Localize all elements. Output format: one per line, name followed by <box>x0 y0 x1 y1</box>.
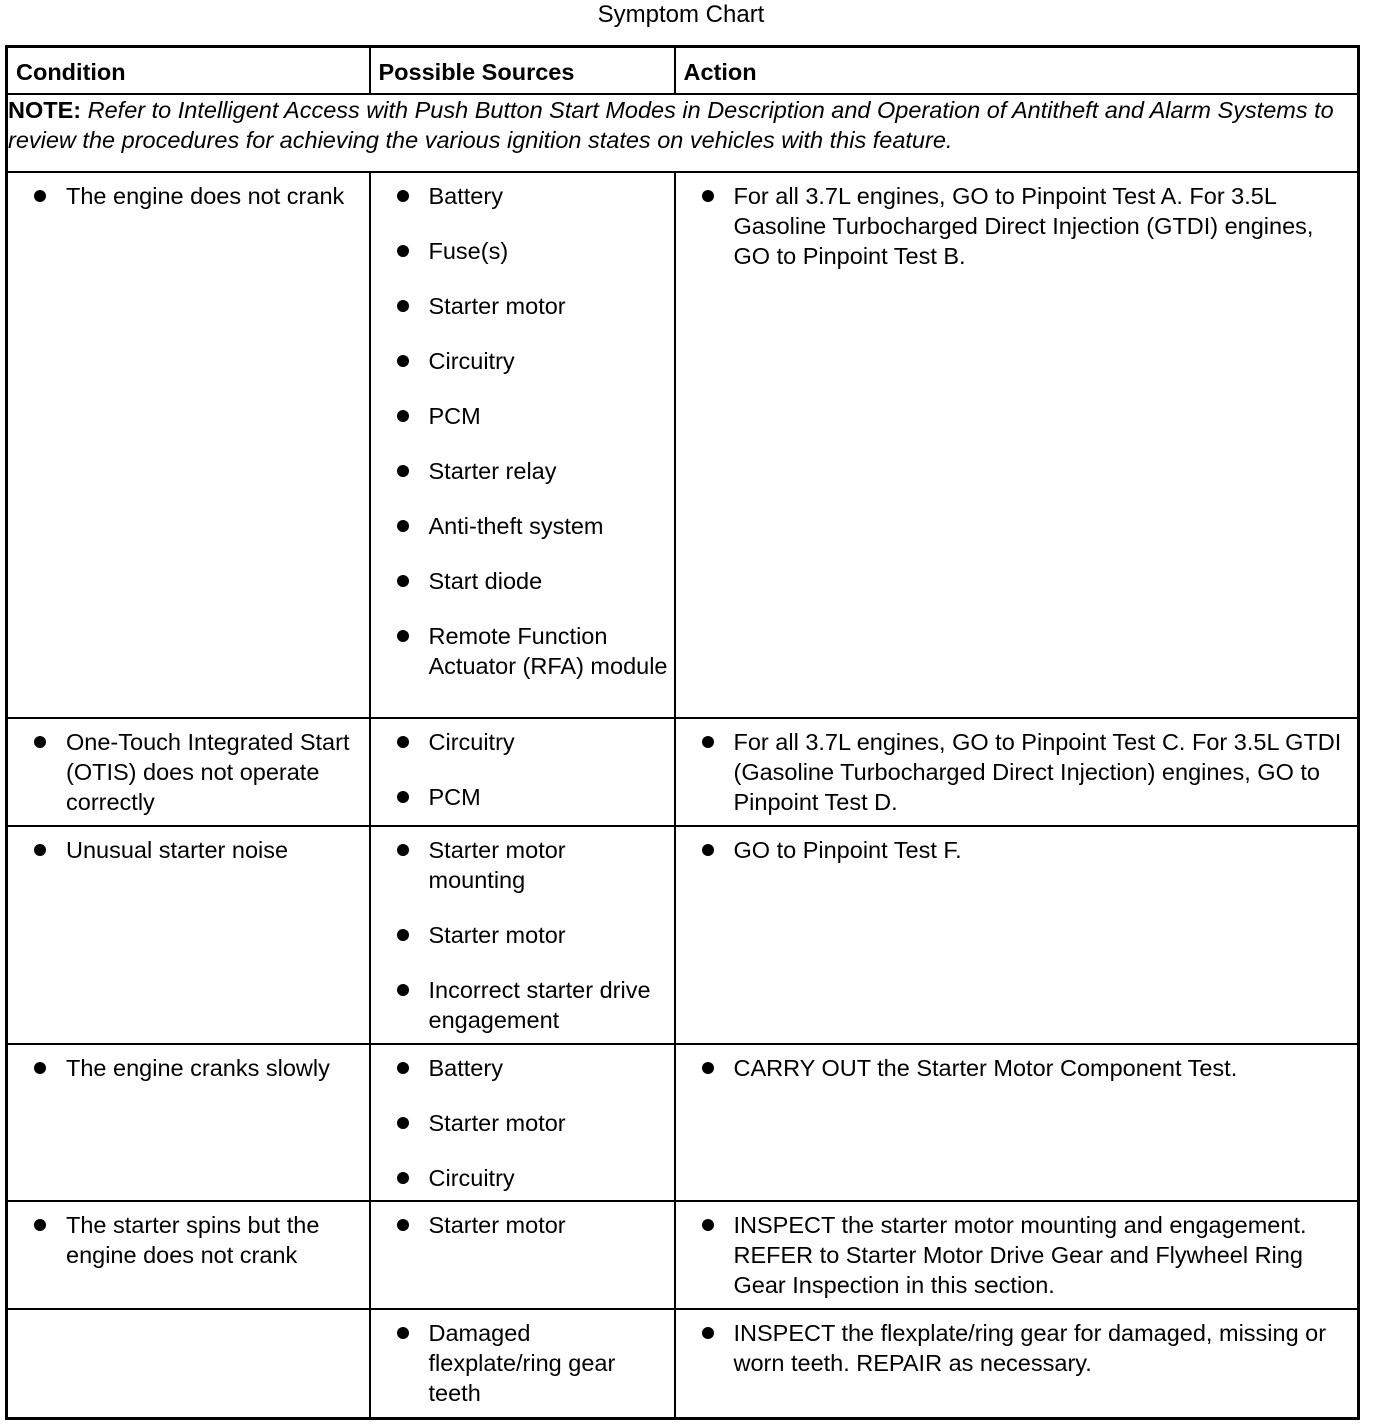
bullet-icon <box>34 844 46 856</box>
source-list <box>371 719 674 818</box>
bullet-icon <box>397 630 409 642</box>
condition-list <box>8 1045 369 1089</box>
source-text: Circuitry <box>428 347 515 374</box>
symptom-row <box>7 1044 1359 1201</box>
source-item <box>371 1108 668 1138</box>
action-item <box>676 835 1352 865</box>
condition-list <box>8 173 369 217</box>
action-text: CARRY OUT the Starter Motor Component Test. <box>733 1054 1238 1081</box>
chart-title: Symptom Chart <box>597 1 765 28</box>
bullet-icon <box>397 791 409 803</box>
note-label: NOTE: <box>8 96 82 123</box>
condition-item <box>8 727 363 817</box>
action-text: GO to Pinpoint Test F. <box>733 836 962 863</box>
source-item <box>371 920 668 950</box>
source-text: Starter motor <box>428 292 566 319</box>
condition-cell <box>7 718 370 826</box>
bullet-icon <box>397 1219 409 1231</box>
action-text: INSPECT the flexplate/ring gear for damaged, missing or worn teeth. REPAIR as necessary. <box>733 1319 1327 1376</box>
source-item <box>371 1163 668 1193</box>
condition-list <box>8 1202 369 1276</box>
condition-cell <box>7 172 370 718</box>
bullet-icon <box>702 1219 714 1231</box>
possible-sources-cell <box>370 1201 675 1309</box>
bullet-icon <box>397 929 409 941</box>
action-text: INSPECT the starter motor mounting and engagement. REFER to Starter Motor Drive Gear and Flywheel Ring Gear Inspection in this section. <box>733 1211 1307 1298</box>
note-text: Refer to Intelligent Access with Push Button Start Modes in Description and Operation of Antitheft and Alarm Systems to review the procedures for achieving the various ignition states on vehicles with this feature. <box>8 96 1334 153</box>
bullet-icon <box>397 1327 409 1339</box>
source-text: Circuitry <box>428 728 515 755</box>
source-item <box>371 782 668 812</box>
action-item <box>676 181 1352 271</box>
source-item <box>371 1318 668 1408</box>
symptom-row <box>7 1201 1359 1309</box>
source-item <box>371 727 668 757</box>
bullet-icon <box>397 736 409 748</box>
possible-sources-cell <box>370 826 675 1044</box>
condition-item <box>8 1053 363 1083</box>
action-cell <box>675 172 1359 718</box>
symptom-table <box>5 45 1360 1420</box>
action-cell <box>675 1044 1359 1201</box>
bullet-icon <box>397 465 409 477</box>
action-cell <box>675 826 1359 1044</box>
bullet-icon <box>702 736 714 748</box>
bullet-icon <box>34 1062 46 1074</box>
source-item <box>371 401 668 431</box>
condition-text: One-Touch Integrated Start (OTIS) does not operate correctly <box>66 728 350 815</box>
source-text: Starter motor <box>428 1109 566 1136</box>
possible-sources-cell <box>370 718 675 826</box>
action-list <box>676 719 1358 823</box>
source-text: Anti-theft system <box>428 512 604 539</box>
source-item <box>371 236 668 266</box>
condition-item <box>8 181 363 211</box>
bullet-icon <box>397 1172 409 1184</box>
symptom-row <box>7 172 1359 718</box>
condition-item <box>8 1210 363 1270</box>
note-cell <box>7 94 1359 172</box>
condition-cell <box>7 1309 370 1419</box>
bullet-icon <box>34 736 46 748</box>
possible-sources-cell <box>370 1044 675 1201</box>
bullet-icon <box>702 844 714 856</box>
condition-text: The engine does not crank <box>66 182 345 209</box>
bullet-icon <box>34 190 46 202</box>
bullet-icon <box>397 520 409 532</box>
bullet-icon <box>397 300 409 312</box>
action-text: For all 3.7L engines, GO to Pinpoint Test A. For 3.5L Gasoline Turbocharged Direct Injection (GTDI) engines, GO to Pinpoint Test B. <box>733 182 1314 269</box>
source-item <box>371 835 668 895</box>
bullet-icon <box>397 1117 409 1129</box>
action-cell <box>675 1201 1359 1309</box>
bullet-icon <box>702 190 714 202</box>
source-text: Battery <box>428 182 503 209</box>
bullet-icon <box>397 844 409 856</box>
symptom-row <box>7 718 1359 826</box>
bullet-icon <box>397 355 409 367</box>
source-list <box>371 173 674 687</box>
source-item <box>371 511 668 541</box>
source-text: PCM <box>428 783 481 810</box>
action-cell <box>675 718 1359 826</box>
action-item <box>676 1053 1352 1083</box>
source-item <box>371 456 668 486</box>
source-item <box>371 181 668 211</box>
source-item <box>371 975 668 1035</box>
condition-list <box>8 827 369 871</box>
source-text: Starter motor mounting <box>428 836 566 893</box>
source-item <box>371 566 668 596</box>
bullet-icon <box>397 245 409 257</box>
condition-list <box>8 719 369 823</box>
source-item <box>371 1210 668 1240</box>
action-list <box>676 827 1358 871</box>
header-condition: Condition <box>7 47 370 94</box>
action-item <box>676 727 1352 817</box>
bullet-icon <box>702 1062 714 1074</box>
action-list <box>676 173 1358 277</box>
source-list <box>371 1045 674 1199</box>
source-text: Start diode <box>428 567 543 594</box>
possible-sources-cell <box>370 1309 675 1419</box>
bullet-icon <box>397 410 409 422</box>
symptom-row <box>7 1309 1359 1419</box>
action-item <box>676 1318 1352 1378</box>
action-cell <box>675 1309 1359 1419</box>
source-list <box>371 827 674 1041</box>
note-row <box>7 94 1359 172</box>
source-text: Starter motor <box>428 921 566 948</box>
symptom-row <box>7 826 1359 1044</box>
source-text: Starter relay <box>428 457 557 484</box>
source-item <box>371 621 668 681</box>
condition-text: Unusual starter noise <box>66 836 289 863</box>
source-item <box>371 291 668 321</box>
action-list <box>676 1045 1358 1089</box>
source-text: Incorrect starter drive engagement <box>428 976 651 1033</box>
bullet-icon <box>34 1219 46 1231</box>
source-item <box>371 346 668 376</box>
condition-text: The engine cranks slowly <box>66 1054 330 1081</box>
header-possible-sources: Possible Sources <box>370 47 675 94</box>
bullet-icon <box>397 190 409 202</box>
action-text: For all 3.7L engines, GO to Pinpoint Test C. For 3.5L GTDI (Gasoline Turbocharged Direct Injection) engines, GO to Pinpoint Test D. <box>733 728 1342 815</box>
source-text: Remote Function Actuator (RFA) module <box>428 622 668 679</box>
bullet-icon <box>702 1327 714 1339</box>
condition-item <box>8 835 363 865</box>
source-text: Battery <box>428 1054 503 1081</box>
condition-cell <box>7 1201 370 1309</box>
source-text: Damaged flexplate/ring gear teeth <box>428 1319 616 1406</box>
source-item <box>371 1053 668 1083</box>
action-list <box>676 1310 1358 1384</box>
possible-sources-cell <box>370 172 675 718</box>
condition-text: The starter spins but the engine does not crank <box>66 1211 320 1268</box>
source-list <box>371 1202 674 1246</box>
bullet-icon <box>397 984 409 996</box>
bullet-icon <box>397 1062 409 1074</box>
source-list <box>371 1310 674 1414</box>
source-text: PCM <box>428 402 481 429</box>
condition-cell <box>7 826 370 1044</box>
header-row <box>7 47 1359 94</box>
header-action: Action <box>675 47 1359 94</box>
source-text: Starter motor <box>428 1211 566 1238</box>
condition-cell <box>7 1044 370 1201</box>
source-text: Circuitry <box>428 1164 515 1191</box>
bullet-icon <box>397 575 409 587</box>
action-item <box>676 1210 1352 1300</box>
source-text: Fuse(s) <box>428 237 509 264</box>
action-list <box>676 1202 1358 1306</box>
